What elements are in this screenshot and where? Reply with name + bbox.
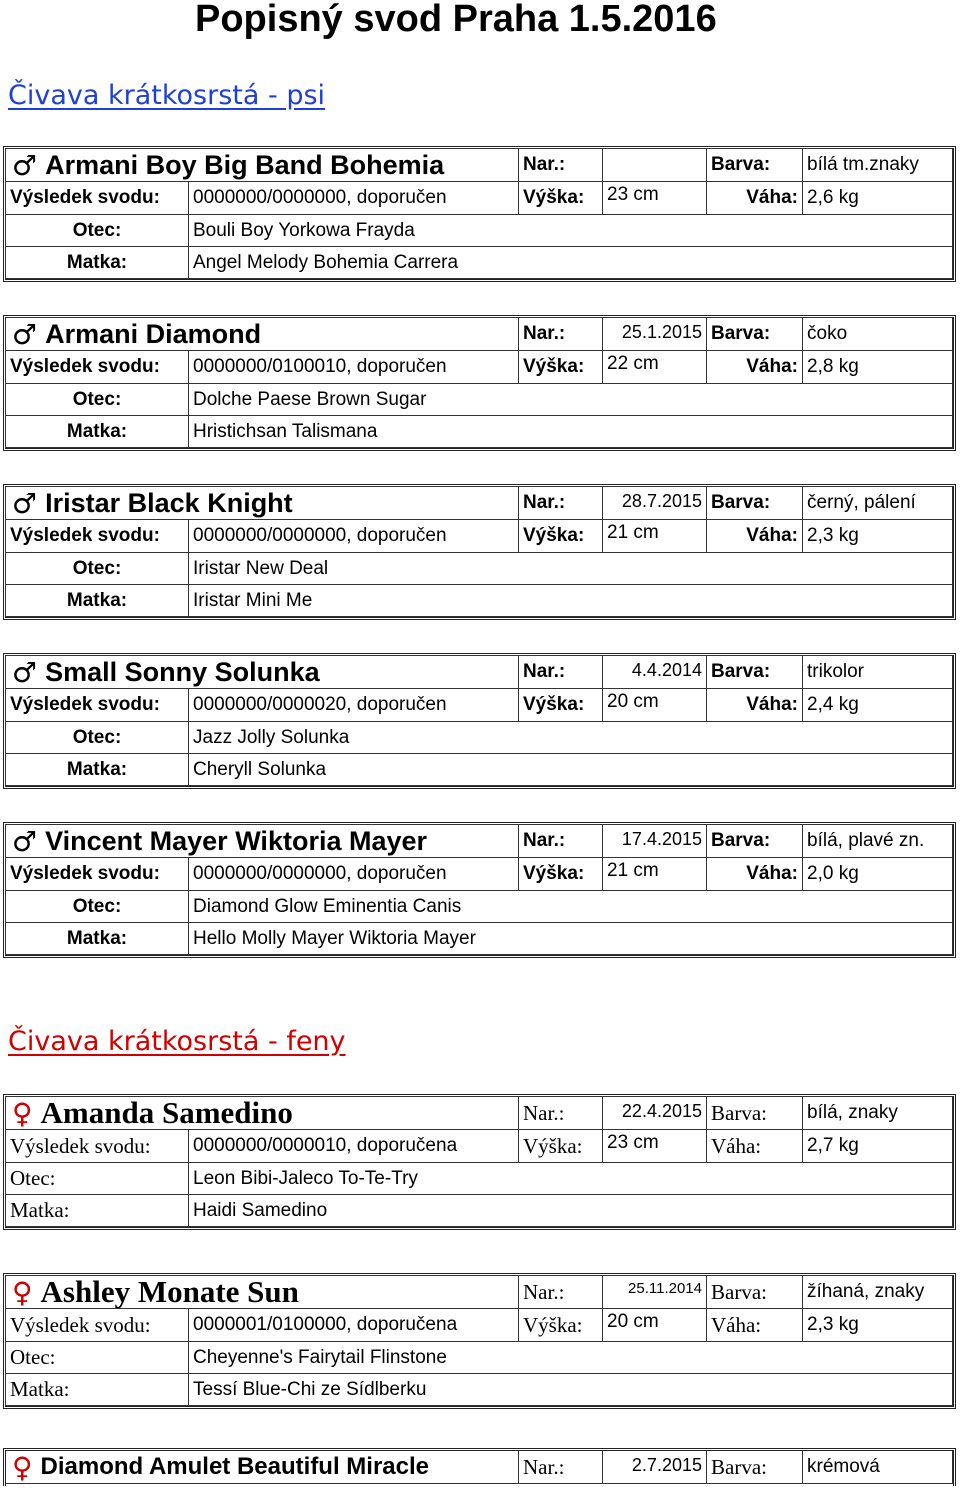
weight-label: Váha: bbox=[706, 350, 803, 384]
dog-name bbox=[5, 486, 519, 520]
mother-label: Matka: bbox=[5, 922, 189, 955]
height-label: Výška: bbox=[518, 519, 603, 553]
section-heading-males: Čivava krátkosrstá - psi bbox=[8, 80, 326, 111]
weight-label: Váha: bbox=[706, 1129, 803, 1163]
result-value: 0000000/0000000, doporučen bbox=[188, 181, 519, 215]
height-label: Výška: bbox=[518, 350, 603, 384]
dog-name-text: Armani Diamond bbox=[45, 318, 262, 349]
dog-name bbox=[5, 148, 519, 182]
birth-label: Nar.: bbox=[518, 824, 603, 858]
male-symbol-icon: ♂ bbox=[12, 486, 38, 520]
father-value: Diamond Glow Eminentia Canis bbox=[188, 890, 953, 923]
mother-value: Angel Melody Bohemia Carrera bbox=[188, 246, 953, 279]
height-value: 21 cm bbox=[602, 519, 707, 553]
birth-label: Nar.: bbox=[518, 655, 603, 689]
mother-label: Matka: bbox=[5, 246, 189, 279]
result-label: Výsledek svodu: bbox=[5, 350, 189, 384]
father-value: Cheyenne's Fairytail Flinstone bbox=[188, 1341, 953, 1374]
color-label: Barva: bbox=[706, 824, 803, 858]
height-label: Výška: bbox=[518, 857, 603, 891]
birth-label: Nar.: bbox=[518, 486, 603, 520]
result-value: 0000000/0100010, doporučen bbox=[188, 350, 519, 384]
result-value: 0000000/0000010, doporučena bbox=[188, 1129, 519, 1163]
mother-value: Iristar Mini Me bbox=[188, 584, 953, 617]
dog-name-text: Armani Boy Big Band Bohemia bbox=[45, 149, 445, 180]
height-label: Výška: bbox=[518, 1308, 603, 1342]
birth-label: Nar.: bbox=[518, 1450, 603, 1484]
height-label: Výška: bbox=[518, 688, 603, 722]
dog-name bbox=[5, 1450, 519, 1484]
birth-label: Nar.: bbox=[518, 1096, 603, 1130]
result-value: 0000000/0000000, doporučen bbox=[188, 857, 519, 891]
color-label: Barva: bbox=[706, 1275, 803, 1309]
result-value: 0000000/0000020, doporučen bbox=[188, 688, 519, 722]
female-symbol-icon: ♀ bbox=[12, 1450, 33, 1484]
color-value: trikolor bbox=[802, 655, 953, 689]
result-label: Výsledek svodu: bbox=[5, 1129, 189, 1163]
father-label: Otec: bbox=[5, 1341, 189, 1374]
birth-date: 22.4.2015 bbox=[602, 1096, 707, 1130]
birth-label: Nar.: bbox=[518, 148, 603, 182]
height-label: Výška: bbox=[518, 1129, 603, 1163]
result-value: 0000000/0000000, doporučen bbox=[188, 519, 519, 553]
result-label: Výsledek svodu: bbox=[5, 857, 189, 891]
female-symbol-icon: ♀ bbox=[12, 1096, 33, 1130]
dog-name-text: Iristar Black Knight bbox=[45, 487, 293, 518]
birth-date: 25.1.2015 bbox=[602, 317, 707, 351]
mother-value: Hristichsan Talismana bbox=[188, 415, 953, 448]
result-value: 0000001/0100000, doporučena bbox=[188, 1308, 519, 1342]
section-heading-females: Čivava krátkosrstá - feny bbox=[8, 1026, 346, 1057]
father-label: Otec: bbox=[5, 890, 189, 923]
color-value: bílá, plavé zn. bbox=[802, 824, 953, 858]
color-label: Barva: bbox=[706, 655, 803, 689]
dog-record bbox=[3, 1094, 956, 1230]
mother-label: Matka: bbox=[5, 753, 189, 786]
birth-date: 25.11.2014 bbox=[602, 1275, 707, 1309]
color-label: Barva: bbox=[706, 1450, 803, 1484]
result-label: Výsledek svodu: bbox=[5, 1308, 189, 1342]
page-title: Popisný svod Praha 1.5.2016 bbox=[195, 0, 717, 40]
color-value: bílá tm.znaky bbox=[802, 148, 953, 182]
weight-value: 2,7 kg bbox=[802, 1129, 953, 1163]
dog-record bbox=[3, 484, 956, 620]
height-value: 22 cm bbox=[602, 350, 707, 384]
birth-date: 28.7.2015 bbox=[602, 486, 707, 520]
weight-value: 2,8 kg bbox=[802, 350, 953, 384]
color-value: žíhaná, znaky bbox=[802, 1275, 953, 1309]
dog-name-text: Diamond Amulet Beautiful Miracle bbox=[40, 1453, 430, 1480]
father-label: Otec: bbox=[5, 214, 189, 247]
male-symbol-icon: ♂ bbox=[12, 824, 38, 858]
color-label: Barva: bbox=[706, 486, 803, 520]
birth-date: 2.7.2015 bbox=[602, 1450, 707, 1484]
mother-value: Tessí Blue-Chi ze Sídlberku bbox=[188, 1373, 953, 1406]
birth-date bbox=[602, 148, 707, 182]
color-label: Barva: bbox=[706, 148, 803, 182]
dog-record bbox=[3, 653, 956, 789]
weight-value: 2,0 kg bbox=[802, 857, 953, 891]
dog-record bbox=[3, 315, 956, 451]
dog-name bbox=[5, 1096, 519, 1130]
color-label: Barva: bbox=[706, 1096, 803, 1130]
weight-label: Váha: bbox=[706, 1308, 803, 1342]
weight-value: 2,6 kg bbox=[802, 181, 953, 215]
color-value: čoko bbox=[802, 317, 953, 351]
birth-date: 4.4.2014 bbox=[602, 655, 707, 689]
mother-label: Matka: bbox=[5, 415, 189, 448]
height-value: 20 cm bbox=[602, 1308, 707, 1342]
dog-record bbox=[3, 822, 956, 958]
dog-name-text: Vincent Mayer Wiktoria Mayer bbox=[45, 825, 428, 856]
father-label: Otec: bbox=[5, 721, 189, 754]
dog-name bbox=[5, 655, 519, 689]
weight-label: Váha: bbox=[706, 181, 803, 215]
father-label: Otec: bbox=[5, 552, 189, 585]
father-value: Iristar New Deal bbox=[188, 552, 953, 585]
birth-date: 17.4.2015 bbox=[602, 824, 707, 858]
mother-value: Haidi Samedino bbox=[188, 1194, 953, 1227]
weight-value: 2,3 kg bbox=[802, 1308, 953, 1342]
weight-value: 2,4 kg bbox=[802, 688, 953, 722]
dog-name-text: Small Sonny Solunka bbox=[45, 656, 320, 687]
weight-label: Váha: bbox=[706, 857, 803, 891]
mother-value: Cheryll Solunka bbox=[188, 753, 953, 786]
dog-name bbox=[5, 824, 519, 858]
height-value: 20 cm bbox=[602, 688, 707, 722]
result-label: Výsledek svodu: bbox=[5, 181, 189, 215]
weight-label: Váha: bbox=[706, 519, 803, 553]
birth-label: Nar.: bbox=[518, 317, 603, 351]
color-value: černý, pálení bbox=[802, 486, 953, 520]
dog-record bbox=[3, 1448, 956, 1486]
female-symbol-icon: ♀ bbox=[12, 1275, 33, 1309]
father-value: Leon Bibi-Jaleco To-Te-Try bbox=[188, 1162, 953, 1195]
father-value: Jazz Jolly Solunka bbox=[188, 721, 953, 754]
height-value: 23 cm bbox=[602, 181, 707, 215]
father-label: Otec: bbox=[5, 383, 189, 416]
dog-name-text: Ashley Monate Sun bbox=[40, 1275, 299, 1309]
male-symbol-icon: ♂ bbox=[12, 655, 38, 689]
dog-name-text: Amanda Samedino bbox=[40, 1096, 293, 1130]
mother-value: Hello Molly Mayer Wiktoria Mayer bbox=[188, 922, 953, 955]
dog-name bbox=[5, 1275, 519, 1309]
father-value: Bouli Boy Yorkowa Frayda bbox=[188, 214, 953, 247]
weight-value: 2,3 kg bbox=[802, 519, 953, 553]
father-label: Otec: bbox=[5, 1162, 189, 1195]
weight-label: Váha: bbox=[706, 688, 803, 722]
dog-name bbox=[5, 317, 519, 351]
color-value: bílá, znaky bbox=[802, 1096, 953, 1130]
height-value: 23 cm bbox=[602, 1129, 707, 1163]
result-label: Výsledek svodu: bbox=[5, 688, 189, 722]
dog-record bbox=[3, 1273, 956, 1409]
male-symbol-icon: ♂ bbox=[12, 317, 38, 351]
dog-record bbox=[3, 146, 956, 282]
mother-label: Matka: bbox=[5, 584, 189, 617]
height-label: Výška: bbox=[518, 181, 603, 215]
male-symbol-icon: ♂ bbox=[12, 148, 38, 182]
father-value: Dolche Paese Brown Sugar bbox=[188, 383, 953, 416]
birth-label: Nar.: bbox=[518, 1275, 603, 1309]
color-label: Barva: bbox=[706, 317, 803, 351]
result-label: Výsledek svodu: bbox=[5, 519, 189, 553]
height-value: 21 cm bbox=[602, 857, 707, 891]
mother-label: Matka: bbox=[5, 1373, 189, 1406]
mother-label: Matka: bbox=[5, 1194, 189, 1227]
color-value: krémová bbox=[802, 1450, 953, 1484]
